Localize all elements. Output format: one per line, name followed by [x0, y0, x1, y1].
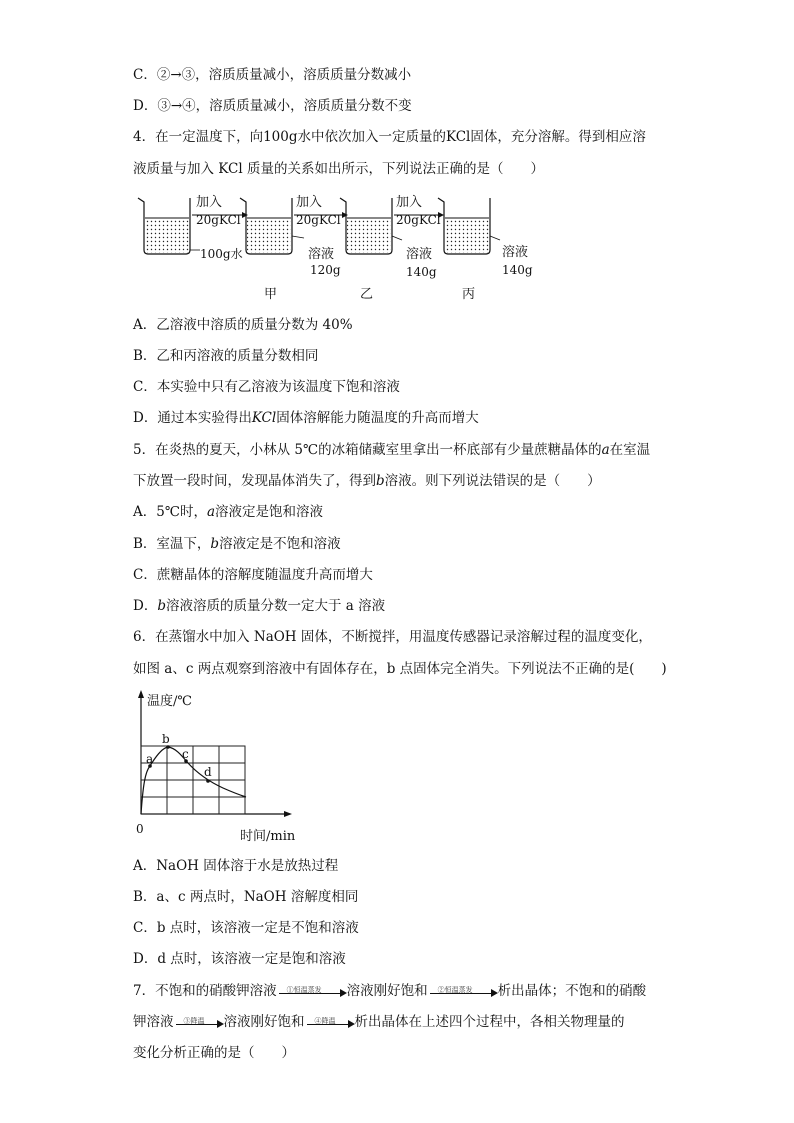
- q6-stem-line1: 6．在蒸馏水中加入 NaOH 固体，不断搅拌，用温度传感器记录溶解过程的温度变化，: [133, 629, 652, 645]
- point-d: [206, 779, 210, 783]
- y-axis-label: 温度/℃: [147, 694, 192, 709]
- q3-option-c: C．②→③，溶质质量减小，溶质质量分数减小: [133, 67, 412, 83]
- beaker-final: [438, 198, 500, 254]
- salt-label-3: 20gKCl: [396, 213, 441, 227]
- q6-stem-line2: 如图 a、c 两点观察到溶液中有固体存在，b 点固体完全消失。下列说法不正确的是( ): [133, 661, 667, 677]
- q5-stem-line2: 下放置一段时间，发现晶体消失了，得到b溶液。则下列说法错误的是（ ）: [133, 473, 601, 489]
- name-label-bing: 丙: [462, 287, 476, 302]
- q6-temperature-chart: [128, 686, 308, 846]
- q4-option-d: D．通过本实验得出KCl固体溶解能力随温度的升高而增大: [133, 410, 479, 426]
- q7-line1: 7．不饱和的硝酸钾溶液 ①恒温蒸发 溶液刚好饱和 ②恒温蒸发 析出晶体；不饱和的硝酸: [133, 983, 647, 999]
- add-label-2: 加入: [296, 195, 323, 210]
- water-label: 100g水: [200, 247, 243, 261]
- solution-label-3: 溶液: [502, 245, 529, 260]
- q4-option-b: B．乙和丙溶液的质量分数相同: [133, 348, 319, 364]
- beaker-jia: [138, 198, 200, 254]
- x-axis-label: 时间/min: [240, 829, 296, 844]
- solution-label-2: 溶液: [406, 247, 433, 262]
- q6-option-b: B．a、c 两点时，NaOH 溶解度相同: [133, 889, 359, 905]
- q5-option-c: C．蔗糖晶体的溶解度随温度升高而增大: [133, 567, 373, 583]
- q5-option-b: B．室温下，b溶液定是不饱和溶液: [133, 536, 341, 552]
- add-label-1: 加入: [196, 195, 223, 210]
- origin-label: 0: [136, 822, 144, 836]
- process-arrow-1: ①恒温蒸发: [277, 985, 347, 999]
- q4-option-c: C．本实验中只有乙溶液为该温度下饱和溶液: [133, 379, 400, 395]
- q6-option-c: C．b 点时，该溶液一定是不饱和溶液: [133, 920, 359, 936]
- q6-option-d: D．d 点时，该溶液一定是饱和溶液: [133, 951, 346, 967]
- mass-label-1: 120g: [310, 263, 341, 277]
- q3-option-d: D．③→④，溶质质量减小，溶质质量分数不变: [133, 98, 412, 114]
- process-arrow-3: ③降温: [174, 1016, 224, 1030]
- mass-label-2: 140g: [406, 265, 437, 279]
- q4-beaker-figure: [130, 188, 550, 308]
- q5-option-d: D．b溶液溶质的质量分数一定大于 a 溶液: [133, 598, 386, 614]
- point-c-label: c: [182, 747, 189, 761]
- q7-line3: 变化分析正确的是（ ）: [133, 1045, 295, 1061]
- salt-label-2: 20gKCl: [296, 213, 341, 227]
- add-label-3: 加入: [396, 195, 423, 210]
- solution-label-1: 溶液: [308, 247, 335, 262]
- q5-stem-line1: 5．在炎热的夏天，小林从 5℃的冰箱储藏室里拿出一杯底部有少量蔗糖晶体的a在室温: [133, 442, 651, 458]
- q4-option-a: A．乙溶液中溶质的质量分数为 40%: [133, 317, 353, 333]
- q5-option-a: A．5℃时，a溶液定是饱和溶液: [133, 504, 324, 520]
- point-a-label: a: [146, 752, 154, 766]
- process-arrow-4: ④降温: [305, 1016, 355, 1030]
- beaker-bing: [340, 198, 402, 254]
- process-arrow-2: ②恒温蒸发: [428, 985, 498, 999]
- name-label-jia: 甲: [264, 287, 278, 302]
- mass-label-3: 140g: [502, 263, 533, 277]
- q4-stem-line1: 4．在一定温度下，向100g水中依次加入一定质量的KCl固体，充分溶解。得到相应溶: [133, 129, 646, 145]
- q6-option-a: A．NaOH 固体溶于水是放热过程: [133, 858, 339, 874]
- name-label-yi: 乙: [360, 287, 374, 302]
- point-d-label: d: [204, 765, 212, 779]
- point-b-label: b: [162, 732, 170, 746]
- q7-line2: 钾溶液 ③降温 溶液刚好饱和 ④降温 析出晶体在上述四个过程中，各相关物理量的: [133, 1014, 625, 1030]
- beaker-yi: [240, 198, 304, 254]
- salt-label-1: 20gKCl: [196, 213, 241, 227]
- q4-stem-line2: 液质量与加入 KCl 质量的关系如出所示，下列说法正确的是（ ）: [133, 161, 544, 177]
